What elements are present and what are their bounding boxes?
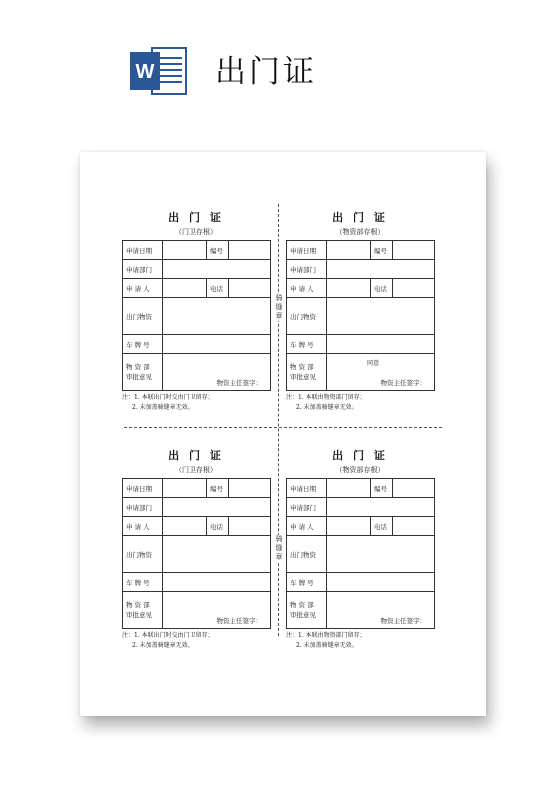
pass-title: 出 门 证 (332, 211, 388, 224)
pass-subtitle: （物资部存根） (335, 466, 385, 474)
dept-label: 申请部门 (287, 498, 327, 517)
approval-label: 物 资 部 审批意见 (287, 354, 327, 391)
pass-subtitle: （门卫存根） (175, 466, 217, 474)
table-row (287, 354, 435, 391)
table-row (123, 479, 271, 498)
note-line: 2. 未加盖骑缝章无效。 (296, 642, 358, 649)
pass-table (286, 478, 435, 629)
approval-label: 物 资 部 审批意见 (287, 592, 327, 629)
table-row (287, 241, 435, 260)
table-row (287, 573, 435, 592)
date-field[interactable] (327, 241, 371, 260)
table-row (287, 592, 435, 629)
date-label: 申请日期 (123, 479, 163, 498)
number-label: 编号 (371, 241, 393, 260)
goods-label: 出门物资 (287, 298, 327, 335)
date-field[interactable] (327, 479, 371, 498)
header (0, 0, 560, 140)
number-field[interactable] (229, 241, 271, 260)
pass-form (122, 210, 270, 413)
plate-field[interactable] (163, 335, 271, 354)
plate-label: 车 牌 号 (123, 573, 163, 592)
approval-label: 物 资 部 审批意见 (123, 592, 163, 629)
phone-field[interactable] (229, 517, 271, 536)
number-label: 编号 (207, 479, 229, 498)
note-line: 注：1. 本联出门时交由门卫留存； (122, 394, 214, 401)
pass-table (122, 478, 271, 629)
note-line: 注：1. 本联由物资部门留存； (286, 394, 366, 401)
table-row (123, 260, 271, 279)
dept-field[interactable] (327, 260, 435, 279)
plate-field[interactable] (327, 573, 435, 592)
phone-field[interactable] (229, 279, 271, 298)
dept-label: 申请部门 (123, 260, 163, 279)
applicant-field[interactable] (163, 517, 207, 536)
note-line: 注：1. 本联由物资部门留存； (286, 632, 366, 639)
date-label: 申请日期 (287, 479, 327, 498)
handwritten-approval: 同意 (367, 360, 380, 367)
goods-field[interactable] (163, 536, 271, 573)
pass-title: 出 门 证 (168, 449, 224, 462)
stamp-note: 骑缝章 (275, 535, 283, 561)
goods-field[interactable] (163, 298, 271, 335)
table-row (123, 592, 271, 629)
note-line: 2. 未加盖骑缝章无效。 (132, 404, 194, 411)
number-label: 编号 (371, 479, 393, 498)
applicant-label: 申 请 人 (123, 279, 163, 298)
phone-label: 电话 (371, 279, 393, 298)
note-line: 2. 未加盖骑缝章无效。 (132, 642, 194, 649)
vertical-cut-line (278, 204, 279, 636)
pass-subtitle: （物资部存根） (335, 228, 385, 236)
pass-form (286, 210, 434, 413)
pass-notes (286, 393, 434, 413)
table-row (123, 536, 271, 573)
table-row (287, 517, 435, 536)
stamp-note: 骑缝章 (275, 294, 283, 320)
phone-field[interactable] (393, 517, 435, 536)
goods-label: 出门物资 (123, 536, 163, 573)
pass-table (122, 240, 271, 391)
goods-field[interactable] (327, 298, 435, 335)
pass-notes (122, 631, 270, 651)
pass-form (122, 448, 270, 651)
dept-label: 申请部门 (287, 260, 327, 279)
number-field[interactable] (229, 479, 271, 498)
pass-table (286, 240, 435, 391)
approval-field[interactable] (163, 592, 271, 629)
approval-field[interactable] (327, 354, 435, 391)
pass-title: 出 门 证 (332, 449, 388, 462)
table-row (287, 536, 435, 573)
table-row (287, 298, 435, 335)
table-row (287, 479, 435, 498)
svg-text:W: W (135, 61, 155, 83)
document-page (80, 152, 486, 716)
note-line: 2. 未加盖骑缝章无效。 (296, 404, 358, 411)
applicant-field[interactable] (327, 517, 371, 536)
dept-field[interactable] (327, 498, 435, 517)
applicant-label: 申 请 人 (287, 517, 327, 536)
goods-label: 出门物资 (123, 298, 163, 335)
date-label: 申请日期 (287, 241, 327, 260)
number-field[interactable] (393, 479, 435, 498)
table-row (287, 498, 435, 517)
table-row (123, 279, 271, 298)
dept-label: 申请部门 (123, 498, 163, 517)
date-field[interactable] (163, 479, 207, 498)
plate-field[interactable] (163, 573, 271, 592)
table-row (123, 335, 271, 354)
phone-label: 电话 (207, 517, 229, 536)
sign-label: 物资主任签字： (380, 617, 426, 625)
word-document-icon (130, 46, 188, 96)
plate-field[interactable] (327, 335, 435, 354)
applicant-field[interactable] (163, 279, 207, 298)
table-row (123, 517, 271, 536)
pass-subtitle: （门卫存根） (175, 228, 217, 236)
table-row (287, 279, 435, 298)
date-label: 申请日期 (123, 241, 163, 260)
sign-label: 物资主任签字： (216, 379, 262, 387)
dept-field[interactable] (163, 260, 271, 279)
applicant-label: 申 请 人 (287, 279, 327, 298)
approval-label: 物 资 部 审批意见 (123, 354, 163, 391)
number-label: 编号 (207, 241, 229, 260)
document-title: 出门证 (215, 54, 317, 90)
phone-label: 电话 (207, 279, 229, 298)
pass-title: 出 门 证 (168, 211, 224, 224)
phone-field[interactable] (393, 279, 435, 298)
plate-label: 车 牌 号 (287, 573, 327, 592)
dept-field[interactable] (163, 498, 271, 517)
sign-label: 物资主任签字： (380, 379, 426, 387)
date-field[interactable] (163, 241, 207, 260)
table-row (287, 260, 435, 279)
table-row (123, 241, 271, 260)
table-row (287, 335, 435, 354)
applicant-field[interactable] (327, 279, 371, 298)
number-field[interactable] (393, 241, 435, 260)
approval-field[interactable] (163, 354, 271, 391)
pass-notes (122, 393, 270, 413)
approval-field[interactable] (327, 592, 435, 629)
goods-label: 出门物资 (287, 536, 327, 573)
goods-field[interactable] (327, 536, 435, 573)
plate-label: 车 牌 号 (287, 335, 327, 354)
applicant-label: 申 请 人 (123, 517, 163, 536)
table-row (123, 498, 271, 517)
pass-form (286, 448, 434, 651)
plate-label: 车 牌 号 (123, 335, 163, 354)
table-row (123, 298, 271, 335)
table-row (123, 354, 271, 391)
horizontal-cut-line (124, 427, 442, 428)
table-row (123, 573, 271, 592)
pass-notes (286, 631, 434, 651)
note-line: 注：1. 本联出门时交由门卫留存； (122, 632, 214, 639)
phone-label: 电话 (371, 517, 393, 536)
sign-label: 物资主任签字： (216, 617, 262, 625)
